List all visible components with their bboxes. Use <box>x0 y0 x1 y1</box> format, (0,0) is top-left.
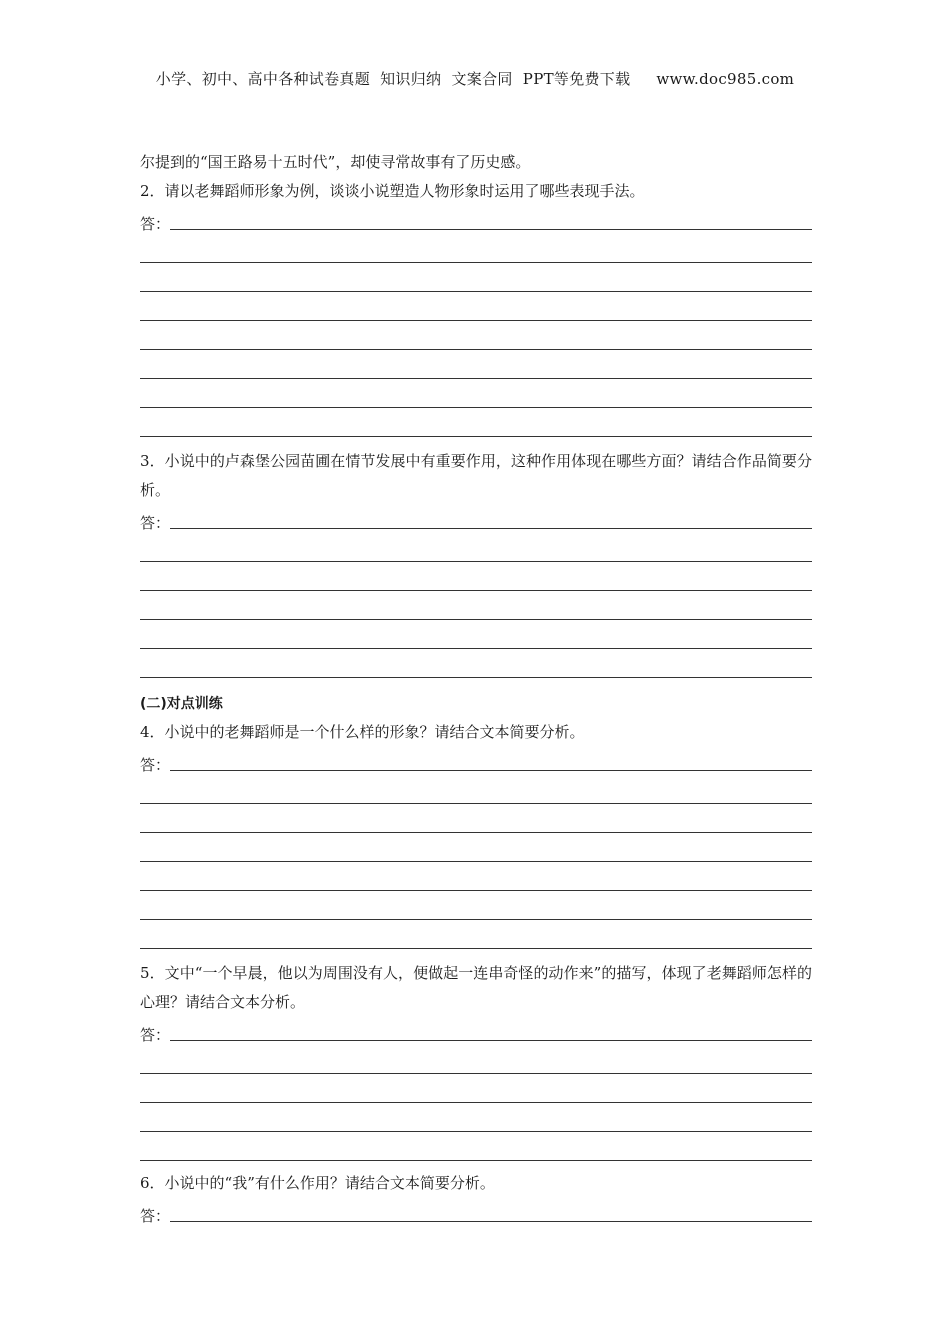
answer-row[interactable] <box>140 747 812 775</box>
header-text: 小学、初中、高中各种试卷真题 知识归纳 文案合同 PPT等免费下载 <box>155 70 631 88</box>
answer-line[interactable] <box>140 1103 812 1132</box>
answer-line[interactable] <box>140 1045 812 1074</box>
answer-line[interactable] <box>140 1074 812 1103</box>
question-prompt: 文中“一个早晨，他以为周围没有人，便做起一连串奇怪的动作来”的描写，体现了老舞蹈师怎样的心理？请结合文本分析。 <box>140 964 812 1011</box>
answer-line[interactable] <box>170 527 812 529</box>
question-number: 3． <box>140 452 165 470</box>
answer-line[interactable] <box>140 379 812 408</box>
question-prompt: 请以老舞蹈师形象为例，谈谈小说塑造人物形象时运用了哪些表现手法。 <box>164 182 645 200</box>
answer-line[interactable] <box>140 920 812 949</box>
question-text <box>140 718 812 747</box>
question-number: 4． <box>140 723 165 741</box>
answer-row[interactable] <box>140 206 812 234</box>
answer-line[interactable] <box>140 234 812 263</box>
answer-line[interactable] <box>140 649 812 678</box>
section-heading: (二)对点训练 <box>140 696 223 712</box>
answer-line[interactable] <box>170 1220 812 1222</box>
answer-line[interactable] <box>140 804 812 833</box>
answer-label: 答： <box>140 1207 171 1225</box>
answer-label: 答： <box>140 514 171 532</box>
answer-line[interactable] <box>140 263 812 292</box>
answer-line[interactable] <box>170 769 812 771</box>
answer-line[interactable] <box>140 833 812 862</box>
question-3 <box>140 447 812 678</box>
answer-label: 答： <box>140 756 171 774</box>
question-6 <box>140 1169 812 1226</box>
answer-line[interactable] <box>140 620 812 649</box>
question-text <box>140 447 812 505</box>
page-header <box>0 68 950 89</box>
answer-line[interactable] <box>140 1132 812 1161</box>
question-number: 6． <box>140 1174 165 1192</box>
question-prompt: 小说中的“我”有什么作用？请结合文本简要分析。 <box>164 1174 495 1192</box>
question-4 <box>140 718 812 949</box>
answer-label: 答： <box>140 215 171 233</box>
answer-line[interactable] <box>170 228 812 230</box>
question-prompt: 小说中的老舞蹈师是一个什么样的形象？请结合文本简要分析。 <box>164 723 585 741</box>
answer-line[interactable] <box>140 321 812 350</box>
answer-row[interactable] <box>140 505 812 533</box>
worksheet-content <box>140 148 812 1226</box>
answer-line[interactable] <box>140 591 812 620</box>
question-text <box>140 1169 812 1198</box>
header-site-url: www.doc985.com <box>656 70 795 88</box>
answer-line[interactable] <box>140 292 812 321</box>
answer-line[interactable] <box>140 533 812 562</box>
question-5 <box>140 959 812 1161</box>
answer-line[interactable] <box>170 1039 812 1041</box>
answer-line[interactable] <box>140 562 812 591</box>
question-text <box>140 959 812 1017</box>
answer-line[interactable] <box>140 350 812 379</box>
answer-line[interactable] <box>140 775 812 804</box>
question-2 <box>140 177 812 437</box>
question-prompt: 小说中的卢森堡公园苗圃在情节发展中有重要作用，这种作用体现在哪些方面？请结合作品简要分析。 <box>140 452 812 499</box>
answer-line[interactable] <box>140 408 812 437</box>
answer-row[interactable] <box>140 1198 812 1226</box>
question-number: 2． <box>140 182 165 200</box>
answer-label: 答： <box>140 1026 171 1044</box>
answer-row[interactable] <box>140 1017 812 1045</box>
answer-line[interactable] <box>140 862 812 891</box>
question-text <box>140 177 812 206</box>
intro-paragraph: 尔提到的“国王路易十五时代”，却使寻常故事有了历史感。 <box>140 153 531 171</box>
question-number: 5． <box>140 964 165 982</box>
answer-line[interactable] <box>140 891 812 920</box>
